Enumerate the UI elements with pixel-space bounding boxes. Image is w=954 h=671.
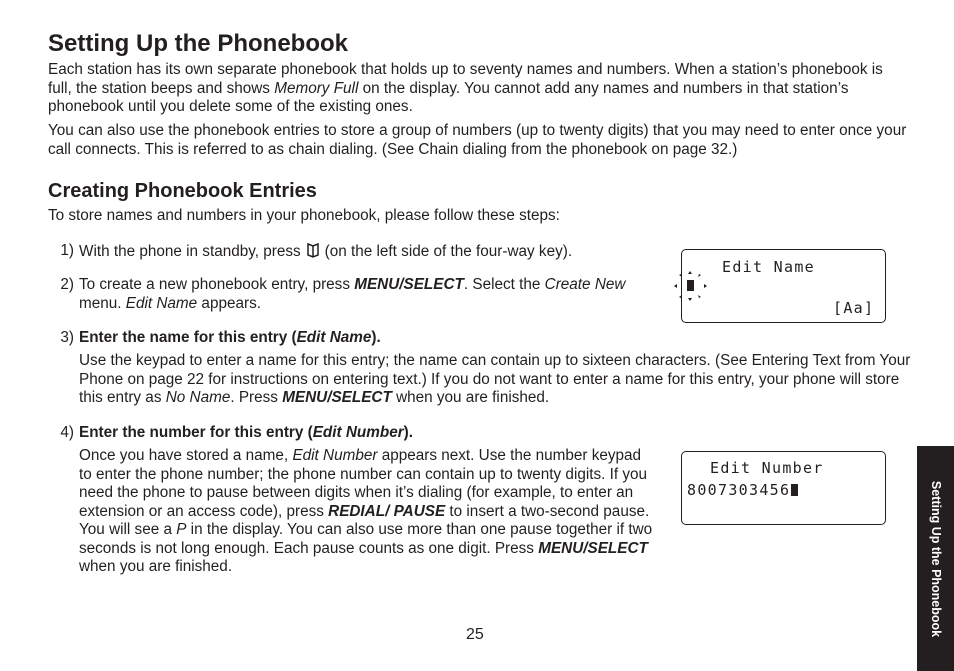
lcd-edit-number-line1: Edit Number	[710, 459, 824, 477]
step-1-text-before: With the phone in standby, press	[79, 243, 301, 260]
step-2-create-new: Create New	[544, 276, 626, 293]
step-4-body-a: Once you have stored a name,	[79, 447, 293, 464]
step-3-number: 3)	[60, 329, 74, 346]
step-3-body-a: Use the keypad to enter a name for this entry; the name can contain up to sixteen characters. (See Entering Text from Your Phone on page 22 for instructions on entering text.) If you do not want to enter a name for this entry, your phone will store this entry as	[79, 352, 911, 406]
step-3-menu-select: MENU/SELECT	[282, 389, 392, 406]
intro-paragraph-2: You can also use the phonebook entries to store a group of numbers (up to twenty digits) that you may need to enter once your call connects. This is referred to as chain dialing. (See Chain dialing from the phonebook on page 32.)	[48, 122, 907, 158]
step-2-text-a: To create a new phonebook entry, press	[79, 276, 355, 293]
lcd-edit-number-digits: 8007303456	[687, 481, 791, 499]
step-3-heading-edit-name: Edit Name	[296, 329, 372, 346]
section-title: Creating Phonebook Entries	[48, 180, 317, 202]
page-number: 25	[466, 626, 484, 643]
step-2-text-b: . Select the	[463, 276, 545, 293]
step-3-body	[79, 352, 914, 408]
step-3-heading	[79, 329, 381, 348]
step-3-body-b: . Press	[230, 389, 283, 406]
step-4-heading-a: Enter the number for this entry (	[79, 424, 313, 441]
step-4-body-e: when you are finished.	[79, 558, 233, 575]
intro1-text-a: Each station has its own separate phonebook that holds up to seventy names and numbers. When a station’s phonebook is full, the station beeps and shows	[48, 61, 883, 97]
side-tab-label: Setting Up the Phonebook	[928, 480, 943, 637]
step-2-text-c: menu.	[79, 294, 126, 312]
step-3-heading-a: Enter the name for this entry (	[79, 329, 297, 346]
intro1-memory-full: Memory Full	[274, 79, 359, 97]
section-intro: To store names and numbers in your phonebook, please follow these steps:	[48, 207, 560, 224]
step-3-body-c: when you are finished.	[391, 389, 550, 406]
intro1-text-b: on the display. You cannot add any names and numbers in that station’s phonebook until you delete some of the existing ones.	[48, 79, 849, 115]
step-4-heading-edit-number: Edit Number	[312, 424, 404, 441]
step-4-body-d: in the display. You can also use more than one pause together if two seconds is not long enough. Each pause counts as one digit. Press	[79, 521, 653, 557]
step-1-number: 1)	[60, 242, 74, 259]
step-1-text	[79, 242, 572, 264]
step-4-edit-number: Edit Number	[292, 447, 378, 464]
intro-paragraph-1	[48, 61, 910, 117]
step-4-p: P	[176, 521, 187, 538]
step-4-body-b: appears next. Use the number keypad to enter the phone number; the phone number can contain up to twenty digits. If you need the phone to pause between digits when it’s dialing (for example, to enter an extension or an access code), press	[79, 447, 648, 520]
step-4-menu-select: MENU/SELECT	[538, 539, 648, 557]
step-4-number: 4)	[60, 424, 74, 441]
step-4-heading-b: ).	[403, 424, 414, 441]
lcd-edit-name-line2: [Aa]	[833, 299, 875, 317]
step-2-text-d: appears.	[197, 294, 261, 312]
step-4-body-c: to insert a two-second pause. You will see a	[79, 502, 650, 538]
step-2-number: 2)	[60, 276, 74, 293]
step-1-text-after: (on the left side of the four-way key).	[324, 243, 573, 260]
step-2-edit-name: Edit Name	[125, 294, 198, 312]
side-tab	[917, 446, 954, 671]
cursor-icon	[791, 484, 798, 496]
step-4-redial-pause: REDIAL/ PAUSE	[328, 502, 446, 520]
blinking-cursor-icon	[670, 268, 712, 304]
step-3-heading-b: ).	[371, 329, 381, 346]
step-4-heading	[79, 424, 413, 443]
page-title: Setting Up the Phonebook	[48, 30, 348, 57]
phonebook-icon	[305, 242, 321, 264]
lcd-edit-number-line2	[687, 481, 798, 499]
lcd-edit-name-line1: Edit Name	[722, 258, 815, 276]
lcd-edit-number	[681, 451, 886, 525]
step-3-no-name: No Name	[165, 389, 231, 406]
step-4-body	[79, 447, 653, 577]
step-2-text	[79, 276, 644, 313]
step-2-menu-select: MENU/SELECT	[354, 276, 464, 293]
